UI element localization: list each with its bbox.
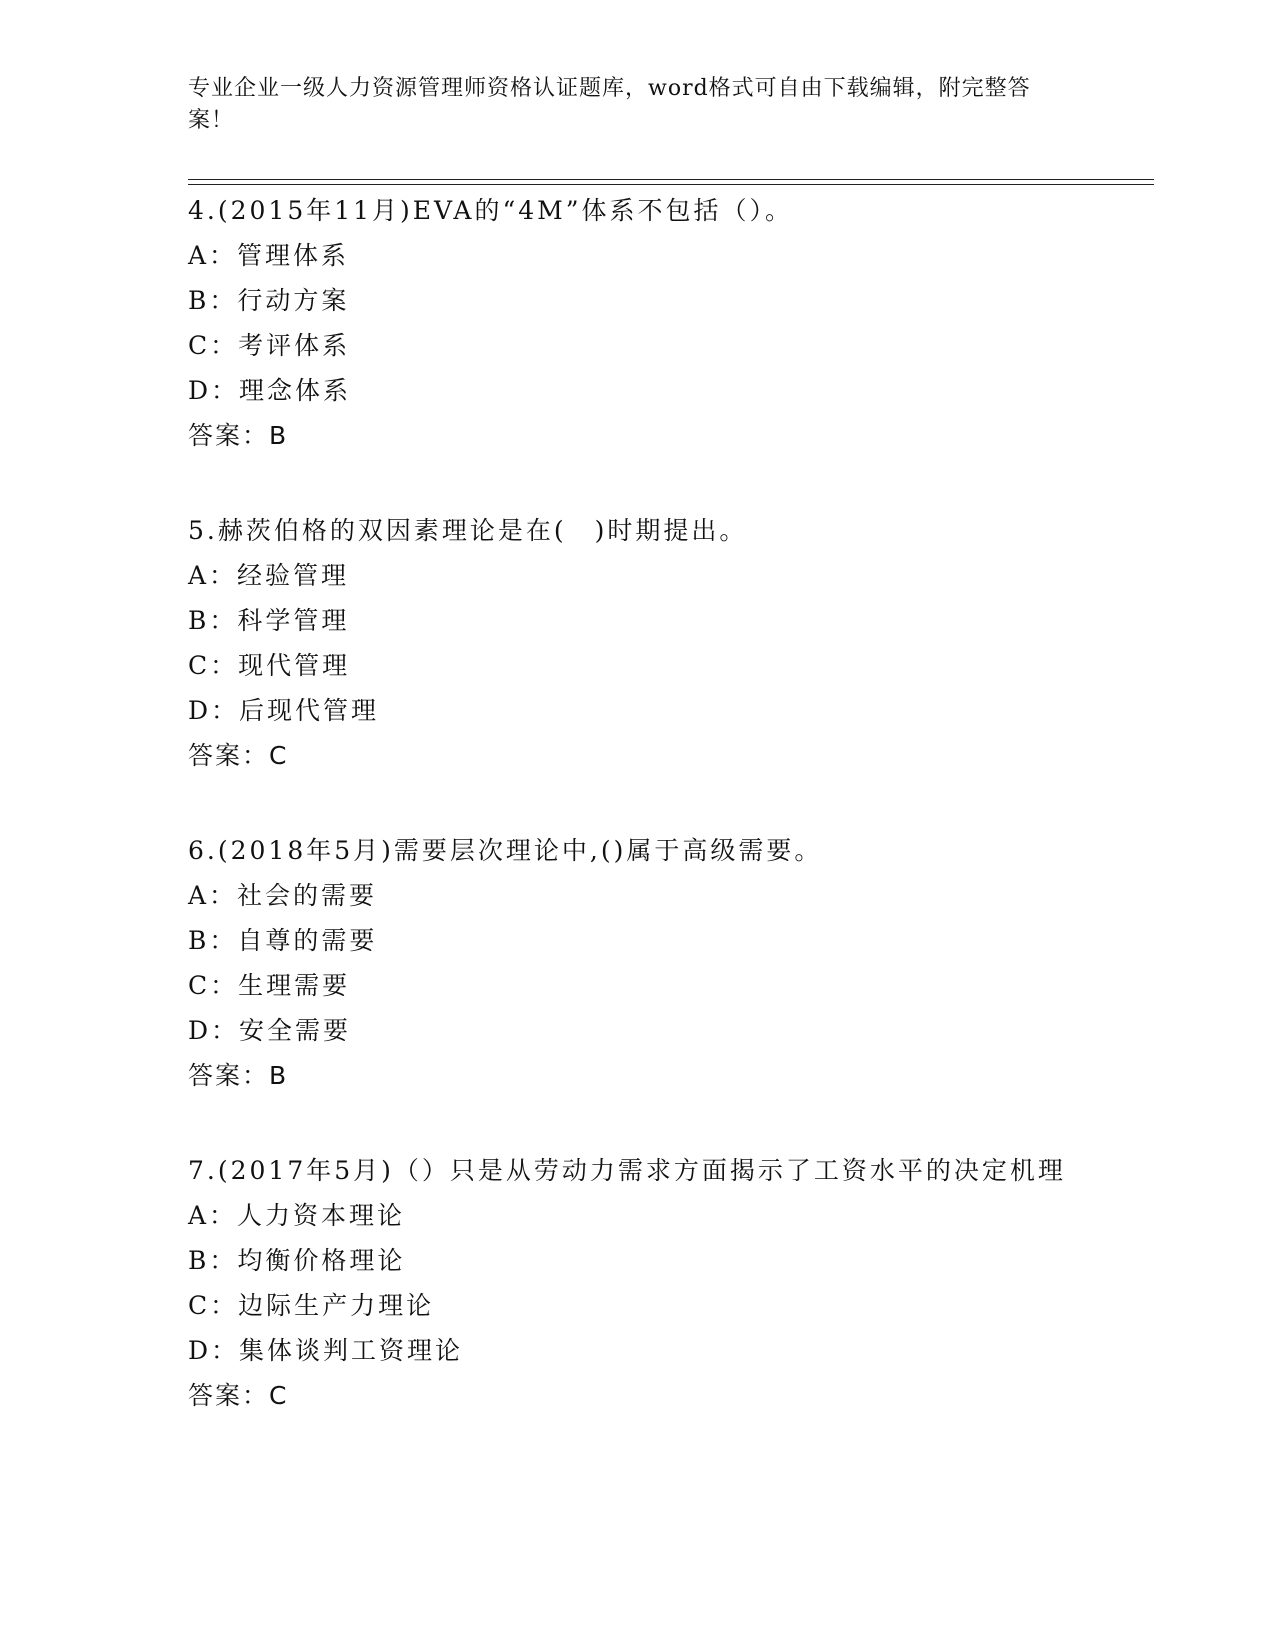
answer: 答案：C <box>188 741 289 770</box>
question-5 <box>188 508 1068 778</box>
option-c: C：边际生产力理论 <box>188 1291 435 1320</box>
question-text: 7.(2017年5月)（）只是从劳动力需求方面揭示了工资水平的决定机理 <box>188 1156 1066 1185</box>
option-a: A：经验管理 <box>188 561 350 590</box>
document-header: 专业企业一级人力资源管理师资格认证题库，word格式可自由下载编辑，附完整答案！ <box>188 76 1031 133</box>
option-b: B：均衡价格理论 <box>188 1246 406 1275</box>
question-6 <box>188 828 1068 1098</box>
option-a: A：社会的需要 <box>188 881 378 910</box>
header-divider-bottom <box>188 184 1154 185</box>
header-divider-top <box>188 179 1154 180</box>
question-text: 6.(2018年5月)需要层次理论中,()属于高级需要。 <box>188 836 823 865</box>
option-c: C：考评体系 <box>188 331 351 360</box>
option-d: D：后现代管理 <box>188 696 380 725</box>
option-a: A：人力资本理论 <box>188 1201 406 1230</box>
option-b: B：科学管理 <box>188 606 350 635</box>
option-b: B：自尊的需要 <box>188 926 378 955</box>
answer: 答案：B <box>188 1061 289 1090</box>
option-d: D：集体谈判工资理论 <box>188 1336 464 1365</box>
option-d: D：安全需要 <box>188 1016 352 1045</box>
option-c: C：现代管理 <box>188 651 351 680</box>
answer: 答案：C <box>188 1381 289 1410</box>
option-b: B：行动方案 <box>188 286 350 315</box>
option-c: C：生理需要 <box>188 971 351 1000</box>
question-4 <box>188 188 1068 458</box>
answer: 答案：B <box>188 421 289 450</box>
question-text: 4.(2015年11月)EVA的“4M”体系不包括（）。 <box>188 196 794 225</box>
option-d: D：理念体系 <box>188 376 352 405</box>
question-text: 5.赫茨伯格的双因素理论是在( )时期提出。 <box>188 516 748 545</box>
option-a: A：管理体系 <box>188 241 350 270</box>
question-7 <box>188 1148 1068 1418</box>
